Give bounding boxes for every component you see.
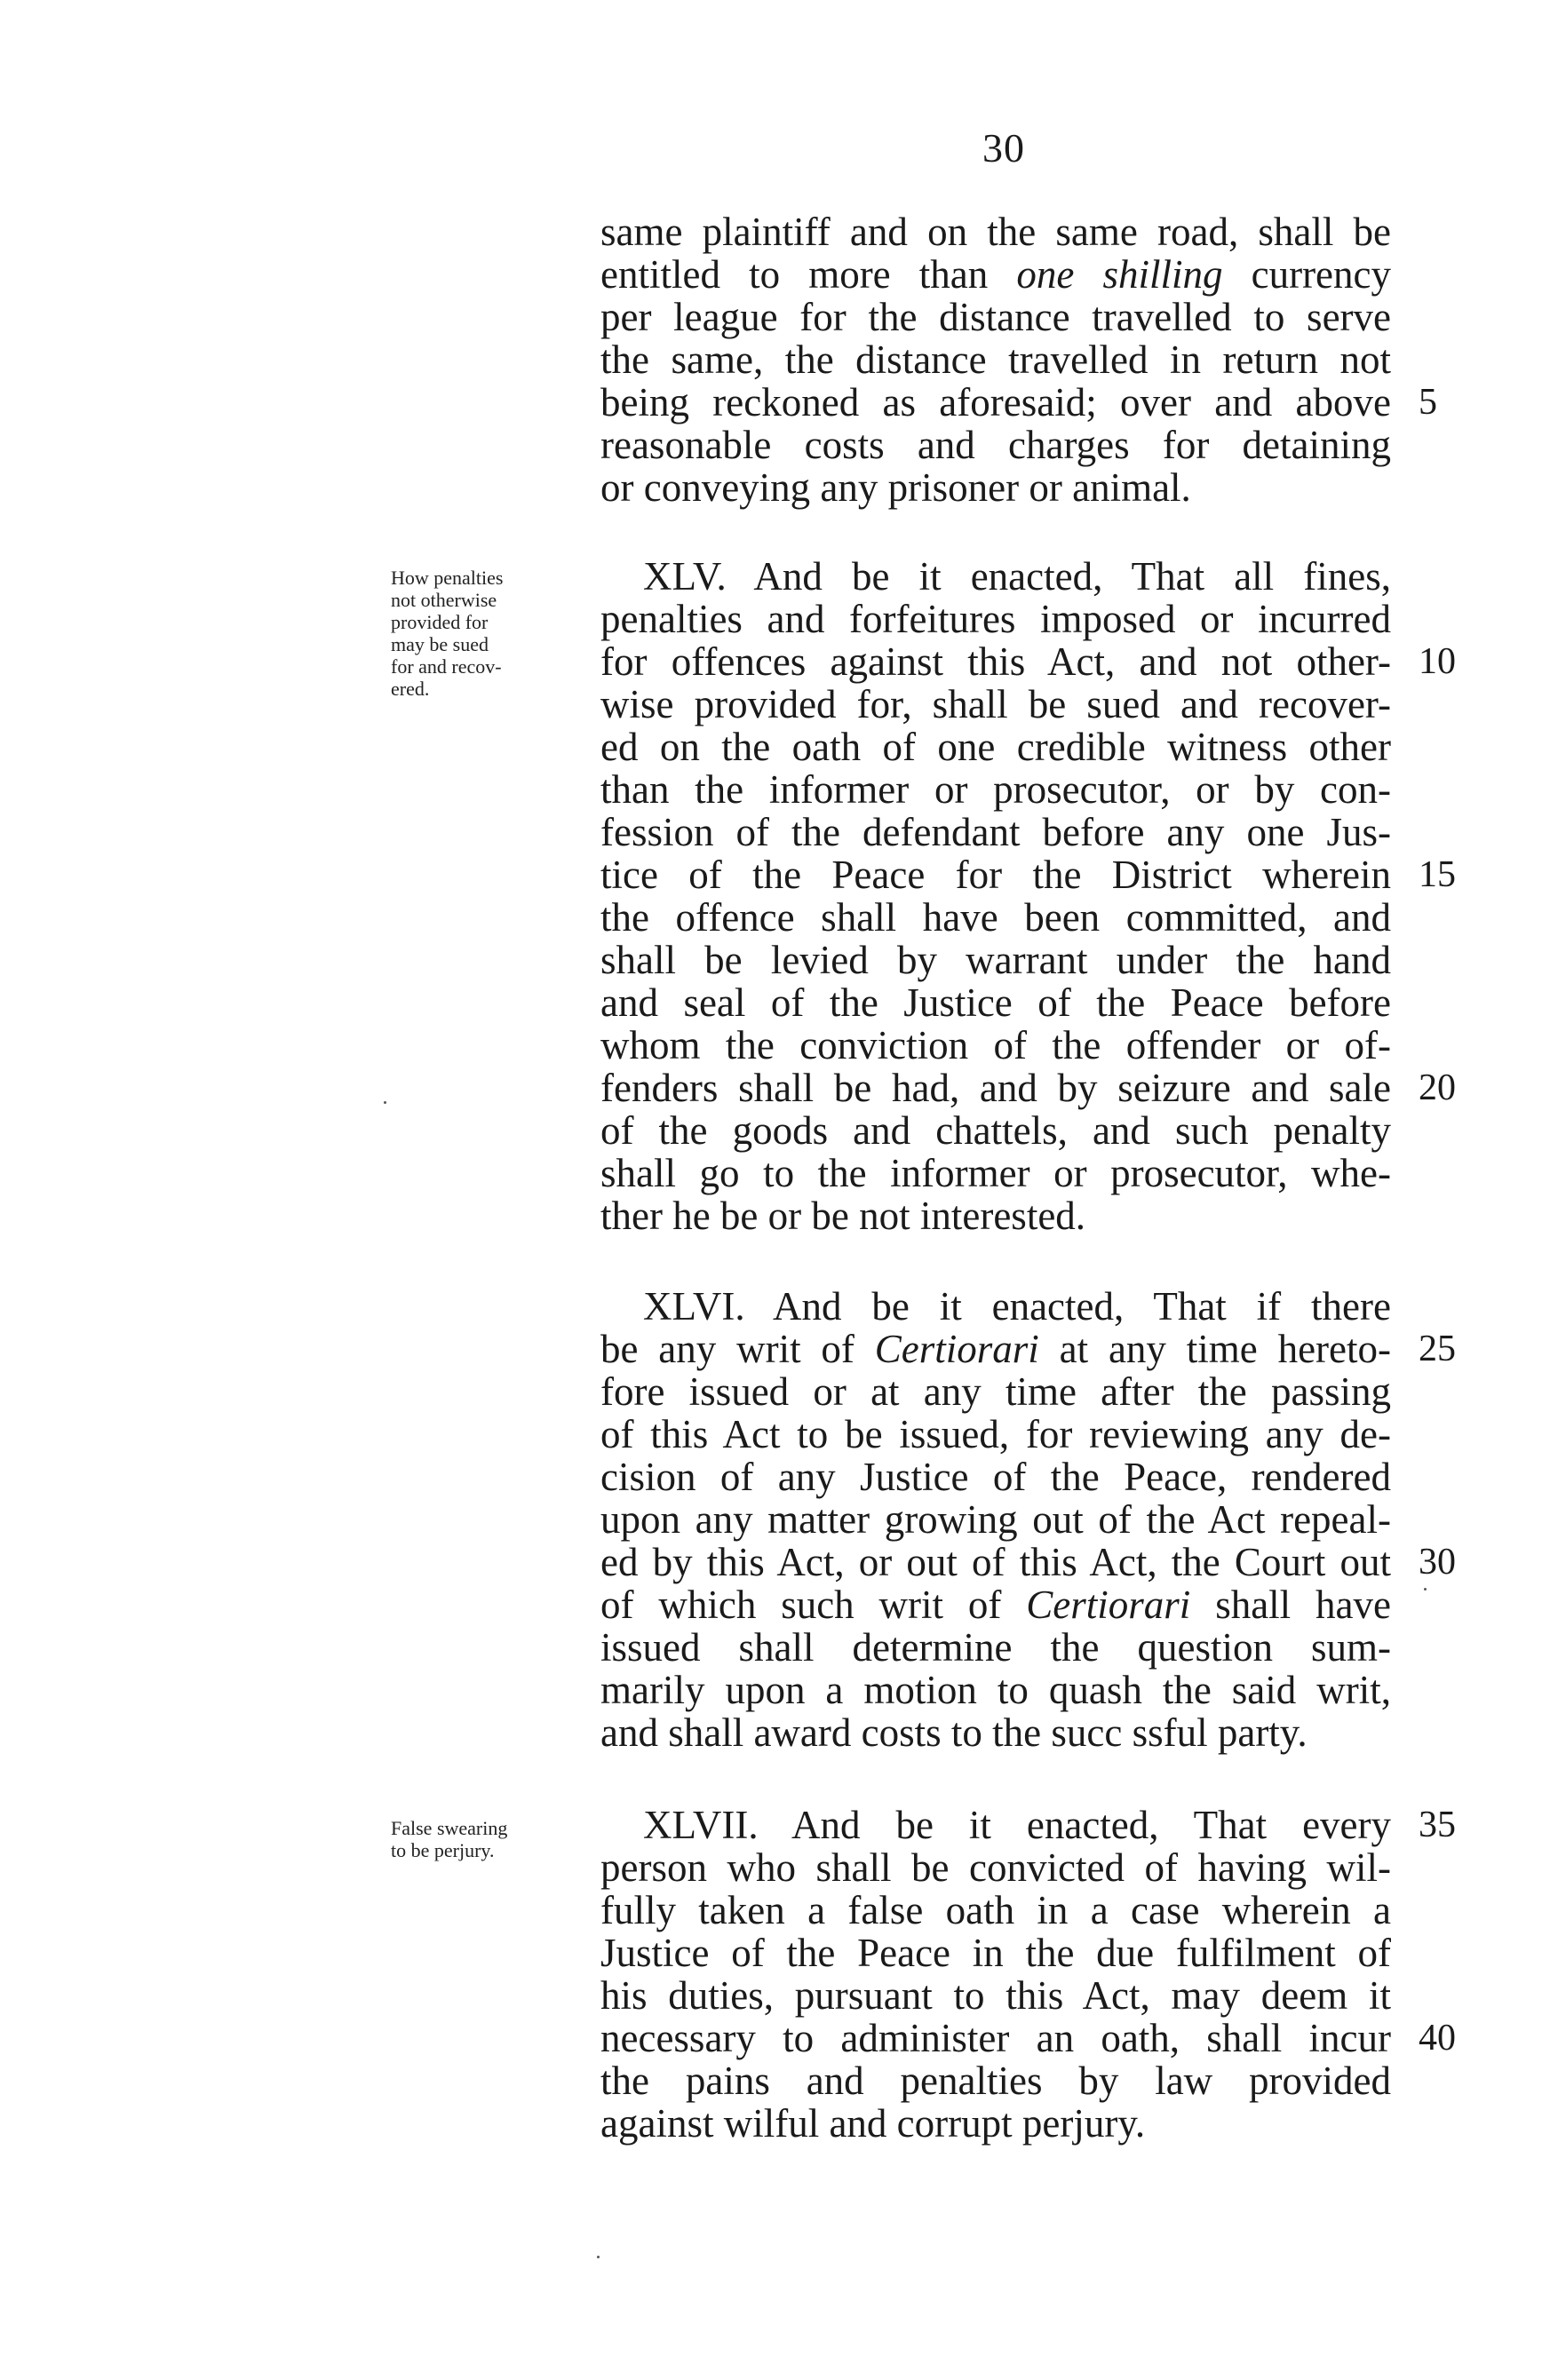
- margin-note-line: for and recov-: [391, 655, 502, 678]
- text-line: ther he be or be not interested.: [600, 1194, 1086, 1238]
- text-line: fully taken a false oath in a case wherein a: [600, 1888, 1391, 1932]
- margin-note-line: How penalties: [391, 567, 504, 589]
- line-number: 15: [1419, 854, 1456, 895]
- text-line: ed by this Act, or out of this Act, the Court out: [600, 1540, 1391, 1584]
- text-line: for offences against this Act, and not other-: [600, 639, 1391, 684]
- margin-note-line: ered.: [391, 678, 430, 700]
- line-number: 35: [1419, 1805, 1456, 1845]
- margin-note: [391, 1817, 586, 1861]
- text-line: whom the conviction of the offender or of-: [600, 1023, 1391, 1067]
- margin-note-line: to be perjury.: [391, 1839, 495, 1861]
- text-line: fenders shall be had, and by seizure and sale: [600, 1066, 1391, 1110]
- text-line: ed on the oath of one credible witness other: [600, 725, 1391, 769]
- text-line: necessary to administer an oath, shall incur: [600, 2016, 1391, 2060]
- text-line: the same, the distance travelled in return not: [600, 337, 1391, 382]
- ink-speck: [1424, 1588, 1427, 1591]
- text-line: or conveying any prisoner or animal.: [600, 465, 1191, 510]
- line-number: 10: [1419, 641, 1456, 682]
- text-line: of the goods and chattels, and such penalty: [600, 1108, 1391, 1153]
- ink-speck: [384, 1101, 386, 1104]
- text-run: currency: [1222, 252, 1392, 297]
- text-line: against wilful and corrupt perjury.: [600, 2101, 1146, 2146]
- margin-note: [391, 567, 586, 700]
- margin-note-line: not otherwise: [391, 589, 497, 611]
- text-line: fore issued or at any time after the passing: [600, 1369, 1391, 1414]
- text-line: being reckoned as aforesaid; over and above: [600, 380, 1391, 424]
- ink-speck: [597, 2256, 600, 2258]
- text-line: his duties, pursuant to this Act, may deem it: [600, 1973, 1391, 2018]
- text-line: and shall award costs to the succ ssful party.: [600, 1710, 1308, 1755]
- text-line: of this Act to be issued, for reviewing any de-: [600, 1412, 1391, 1456]
- text-line: than the informer or prosecutor, or by con-: [600, 767, 1391, 812]
- line-number: 40: [1419, 2018, 1456, 2059]
- text-line: marily upon a motion to quash the said writ,: [600, 1668, 1391, 1712]
- text-run: be any writ of: [600, 1327, 875, 1371]
- text-line: Justice of the Peace in the due fulfilment of: [600, 1931, 1391, 1975]
- text-line: XLVI. And be it enacted, That if there: [643, 1284, 1391, 1329]
- italic-term: one shilling: [1016, 252, 1223, 297]
- text-run: of which such writ of: [600, 1583, 1027, 1627]
- italic-term: Certiorari: [874, 1327, 1039, 1371]
- text-line: [600, 1581, 1391, 1629]
- text-line: XLV. And be it enacted, That all fines,: [643, 554, 1391, 599]
- text-line: per league for the distance travelled to serve: [600, 295, 1391, 339]
- text-line: [600, 1325, 1391, 1373]
- text-line: shall go to the informer or prosecutor, whe-: [600, 1151, 1391, 1195]
- text-line: penalties and forfeitures imposed or incurred: [600, 597, 1391, 641]
- text-line: and seal of the Justice of the Peace before: [600, 980, 1391, 1025]
- line-number: 25: [1419, 1329, 1456, 1369]
- text-run: shall have: [1190, 1583, 1392, 1627]
- page-number: 30: [982, 125, 1025, 171]
- text-line: upon any matter growing out of the Act repeal-: [600, 1497, 1391, 1542]
- text-run: entitled to more than: [600, 252, 1017, 297]
- margin-note-line: provided for: [391, 611, 489, 633]
- line-number: 20: [1419, 1067, 1456, 1108]
- text-line: cision of any Justice of the Peace, rendered: [600, 1455, 1391, 1499]
- text-line: reasonable costs and charges for detaining: [600, 423, 1391, 467]
- text-run: at any time hereto-: [1038, 1327, 1391, 1371]
- text-line: issued shall determine the question sum-: [600, 1625, 1391, 1670]
- line-number: 30: [1419, 1542, 1456, 1583]
- text-line: wise provided for, shall be sued and recover-: [600, 682, 1391, 726]
- margin-note-line: may be sued: [391, 633, 489, 655]
- text-line: XLVII. And be it enacted, That every: [643, 1803, 1391, 1847]
- text-line: fession of the defendant before any one Jus-: [600, 810, 1391, 854]
- text-line: shall be levied by warrant under the hand: [600, 938, 1391, 982]
- text-line: person who shall be convicted of having wil-: [600, 1845, 1391, 1890]
- margin-note-line: False swearing: [391, 1817, 508, 1839]
- text-line: the offence shall have been committed, and: [600, 895, 1391, 940]
- italic-term: Certiorari: [1026, 1583, 1191, 1627]
- line-number: 5: [1419, 382, 1437, 423]
- text-line: same plaintiff and on the same road, shall be: [600, 210, 1391, 254]
- text-line: [600, 250, 1391, 298]
- text-line: tice of the Peace for the District wherein: [600, 853, 1391, 897]
- text-line: the pains and penalties by law provided: [600, 2059, 1391, 2103]
